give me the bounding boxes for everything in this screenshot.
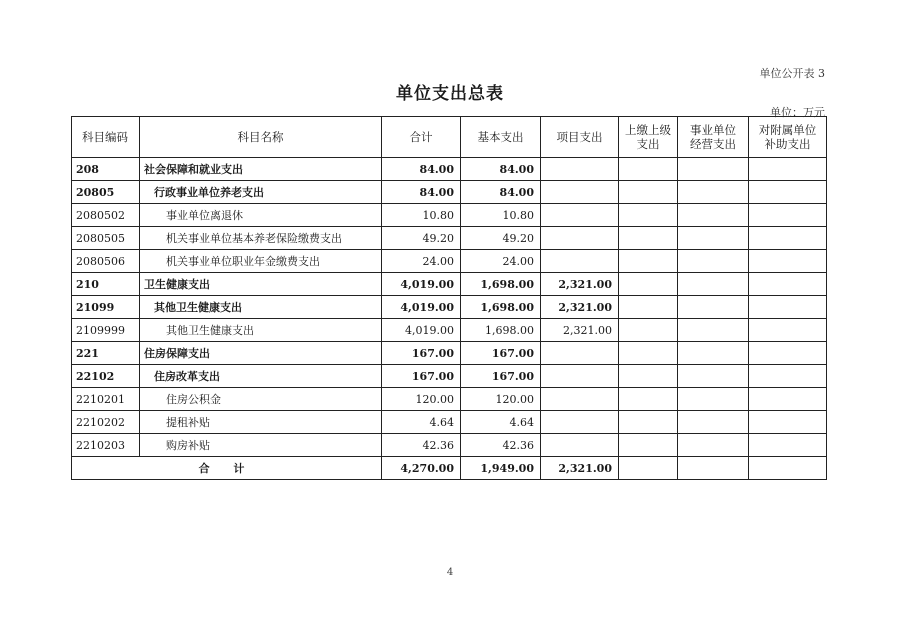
row-upper [619,158,678,181]
col-header-project: 项目支出 [541,117,619,158]
row-basic: 42.36 [461,434,541,457]
row-upper [619,273,678,296]
table-row [72,227,827,250]
row-name: 住房保障支出 [140,342,382,365]
row-basic: 167.00 [461,342,541,365]
row-total: 167.00 [382,365,461,388]
row-business [678,296,749,319]
row-business [678,342,749,365]
total-upper [619,457,678,480]
total-subsidy [749,457,827,480]
row-project [541,434,619,457]
table-row [72,434,827,457]
row-total: 42.36 [382,434,461,457]
row-upper [619,227,678,250]
total-basic: 1,949.00 [461,457,541,480]
table-row [72,273,827,296]
row-code: 2080502 [72,204,140,227]
row-upper [619,250,678,273]
row-total: 120.00 [382,388,461,411]
table-row [72,365,827,388]
row-business [678,204,749,227]
row-business [678,158,749,181]
row-upper [619,296,678,319]
col-header-subsidy: 对附属单位 补助支出 [749,117,827,158]
row-subsidy [749,411,827,434]
row-name: 提租补贴 [140,411,382,434]
total-amount: 4,270.00 [382,457,461,480]
table-row [72,342,827,365]
row-subsidy [749,365,827,388]
row-code: 2109999 [72,319,140,342]
row-basic: 24.00 [461,250,541,273]
row-basic: 84.00 [461,158,541,181]
row-project: 2,321.00 [541,319,619,342]
row-subsidy [749,434,827,457]
row-name: 住房公积金 [140,388,382,411]
row-total: 167.00 [382,342,461,365]
row-business [678,181,749,204]
row-upper [619,365,678,388]
row-subsidy [749,342,827,365]
row-project [541,411,619,434]
expenditure-table [71,116,827,480]
row-project [541,250,619,273]
row-project: 2,321.00 [541,296,619,319]
col-header-basic: 基本支出 [461,117,541,158]
row-project [541,204,619,227]
row-business [678,250,749,273]
row-name: 事业单位离退休 [140,204,382,227]
row-project [541,388,619,411]
row-code: 2080505 [72,227,140,250]
table-header-row [72,117,827,158]
row-code: 2210202 [72,411,140,434]
table-row [72,181,827,204]
row-business [678,273,749,296]
row-subsidy [749,204,827,227]
row-subsidy [749,296,827,319]
col-header-name: 科目名称 [140,117,382,158]
table-row [72,319,827,342]
row-subsidy [749,227,827,250]
row-total: 24.00 [382,250,461,273]
row-upper [619,388,678,411]
table-row [72,388,827,411]
row-basic: 1,698.00 [461,319,541,342]
row-subsidy [749,319,827,342]
row-total: 84.00 [382,158,461,181]
row-project: 2,321.00 [541,273,619,296]
row-upper [619,319,678,342]
row-subsidy [749,388,827,411]
row-project [541,365,619,388]
total-project: 2,321.00 [541,457,619,480]
row-basic: 120.00 [461,388,541,411]
table-label: 单位公开表 3 [759,67,825,80]
table-row [72,411,827,434]
row-upper [619,181,678,204]
col-header-upper: 上缴上级 支出 [619,117,678,158]
unit-label: 单位：万元 [770,106,825,119]
row-basic: 49.20 [461,227,541,250]
table-row [72,250,827,273]
row-code: 2210203 [72,434,140,457]
col-header-business: 事业单位 经营支出 [678,117,749,158]
row-business [678,434,749,457]
row-name: 住房改革支出 [140,365,382,388]
row-subsidy [749,181,827,204]
row-basic: 10.80 [461,204,541,227]
row-subsidy [749,158,827,181]
row-code: 221 [72,342,140,365]
row-business [678,319,749,342]
row-name: 购房补贴 [140,434,382,457]
row-basic: 1,698.00 [461,273,541,296]
row-name: 行政事业单位养老支出 [140,181,382,204]
total-label: 合 计 [72,457,382,480]
row-name: 卫生健康支出 [140,273,382,296]
row-name: 机关事业单位基本养老保险缴费支出 [140,227,382,250]
row-total: 4.64 [382,411,461,434]
row-code: 2080506 [72,250,140,273]
row-basic: 84.00 [461,181,541,204]
table-row [72,204,827,227]
row-name: 机关事业单位职业年金缴费支出 [140,250,382,273]
table-row [72,296,827,319]
row-upper [619,411,678,434]
row-basic: 4.64 [461,411,541,434]
row-upper [619,434,678,457]
col-header-total: 合计 [382,117,461,158]
row-business [678,365,749,388]
row-code: 210 [72,273,140,296]
row-name: 其他卫生健康支出 [140,319,382,342]
row-code: 22102 [72,365,140,388]
row-code: 208 [72,158,140,181]
row-project [541,342,619,365]
row-total: 4,019.00 [382,319,461,342]
page-number: 4 [446,567,454,578]
row-total: 4,019.00 [382,273,461,296]
row-subsidy [749,250,827,273]
row-basic: 1,698.00 [461,296,541,319]
row-code: 20805 [72,181,140,204]
row-basic: 167.00 [461,365,541,388]
row-code: 21099 [72,296,140,319]
table-row [72,158,827,181]
row-project [541,227,619,250]
page-title: 单位支出总表 [396,84,504,104]
table-total-row [72,457,827,480]
row-total: 84.00 [382,181,461,204]
col-header-code: 科目编码 [72,117,140,158]
row-name: 其他卫生健康支出 [140,296,382,319]
row-project [541,181,619,204]
row-upper [619,342,678,365]
row-total: 10.80 [382,204,461,227]
row-name: 社会保障和就业支出 [140,158,382,181]
row-code: 2210201 [72,388,140,411]
row-business [678,411,749,434]
total-business [678,457,749,480]
row-total: 49.20 [382,227,461,250]
row-business [678,227,749,250]
row-upper [619,204,678,227]
row-business [678,388,749,411]
row-subsidy [749,273,827,296]
row-project [541,158,619,181]
row-total: 4,019.00 [382,296,461,319]
